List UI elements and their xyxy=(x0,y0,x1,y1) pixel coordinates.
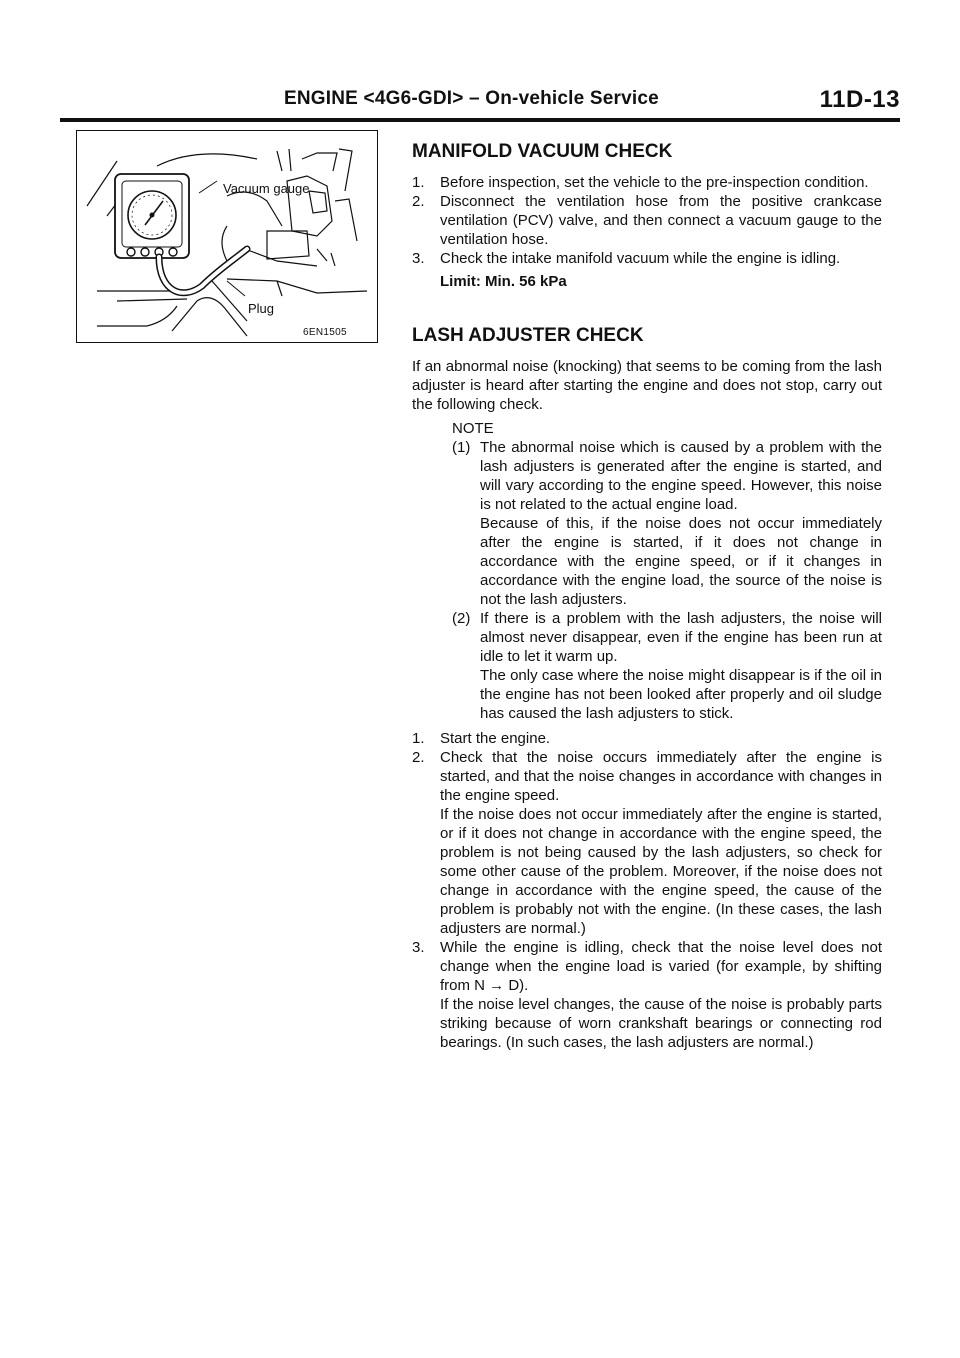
manifold-steps xyxy=(412,173,882,268)
list-item: 3. While the engine is idling, check that the noise level does not change when the engine load is varied (for example, by shifting from N → D). If the noise level changes, the cause of the noise is probably parts striking because of worn crankshaft bearings or connecting rod bearings. (In such cases, the lash adjusters are normal.) xyxy=(412,939,882,1051)
vacuum-gauge-figure xyxy=(76,130,378,343)
list-item: 1. Before inspection, set the vehicle to the pre-inspection condition. xyxy=(412,174,869,191)
vacuum-gauge-illustration xyxy=(77,131,379,344)
figure-label-vacuum-gauge: Vacuum gauge xyxy=(223,181,310,196)
list-item: 1. Start the engine. xyxy=(412,730,551,747)
page-number: 11D-13 xyxy=(819,86,900,113)
page-header xyxy=(60,88,900,122)
list-item: 2. Check that the noise occurs immediately after the engine is started, and that the noise changes in accordance with changes in the engine speed. If the noise does not occur immediately after the engine is started, or if it does not change in accordance with the engine speed, the problem is not being caused by the lash adjusters, so check for some other cause of the problem. Moreover, if the noise does not change in accordance with the engine speed, the cause of the problem is probably not with the engine. (In these cases, the lash adjusters are normal.) xyxy=(412,749,882,937)
content-column xyxy=(412,140,882,1052)
note-item: (2) If there is a problem with the lash adjusters, the noise will almost never disappear, even if the engine has been run at idle to let it warm up. The only case where the noise might disappear is if the oil in the engine has not been looked after properly and oil sludge has caused the lash adjusters to stick. xyxy=(452,610,882,722)
limit-value: Limit: Min. 56 kPa xyxy=(440,273,567,290)
figure-code: 6EN1505 xyxy=(303,327,347,338)
list-item: 2. Disconnect the ventilation hose from the positive crankcase ventilation (PCV) valve, and then connect a vacuum gauge to the ventilation hose. xyxy=(412,193,882,248)
lash-intro: If an abnormal noise (knocking) that seems to be coming from the lash adjuster is heard after starting the engine and does not stop, carry out the following check. xyxy=(412,358,882,413)
note-block xyxy=(412,419,882,723)
lash-steps xyxy=(412,729,882,1052)
section-title-lash-adjuster: LASH ADJUSTER CHECK xyxy=(412,325,644,346)
note-label: NOTE xyxy=(452,420,494,437)
figure-label-plug: Plug xyxy=(248,301,275,316)
list-item: 3. Check the intake manifold vacuum while the engine is idling. xyxy=(412,250,841,267)
header-rule xyxy=(60,118,900,122)
note-item: (1) The abnormal noise which is caused by a problem with the lash adjusters is generated after the engine is started, and will vary according to the engine speed. However, this noise is not related to the actual engine load. Because of this, if the noise does not occur immediately after the engine is started, if it does not change in accordance with the engine speed, or if it changes in accordance with the engine load, the source of the noise is not the lash adjusters. xyxy=(452,439,882,608)
section-title-manifold: MANIFOLD VACUUM CHECK xyxy=(412,141,673,162)
header-title: ENGINE <4G6-GDI> – On-vehicle Service xyxy=(284,88,659,109)
